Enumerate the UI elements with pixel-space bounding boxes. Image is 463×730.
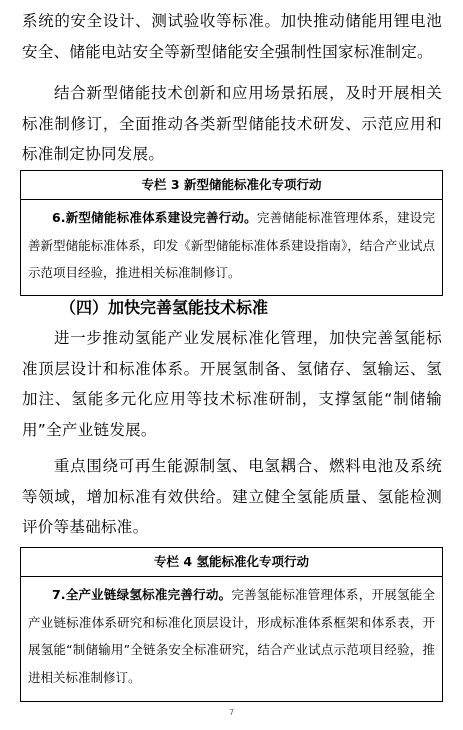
paragraph-text: 重点围绕可再生能源制氢、电氢耦合、燃料电池及系统等领域，增加标准有效供给。建立健全氢能质量、氢能检测评价等基础标准。 bbox=[22, 457, 442, 536]
column-box-3-lead: 6.新型储能标准体系建设完善行动。 bbox=[52, 210, 257, 225]
paragraph-hydrogen-standards bbox=[22, 323, 442, 445]
column-box-4-body bbox=[21, 577, 442, 691]
column-box-4-title: 专栏 4 氢能标准化专项行动 bbox=[21, 548, 442, 577]
paragraph-storage-safety bbox=[22, 6, 442, 67]
paragraph-storage-innovation bbox=[22, 78, 442, 170]
paragraph-text: 结合新型储能技术创新和应用场景拓展，及时开展相关标准制修订，全面推动各类新型储能技术研发、示范应用和标准制定协同发展。 bbox=[22, 84, 442, 163]
column-box-3-title: 专栏 3 新型储能标准化专项行动 bbox=[21, 171, 442, 200]
section-heading-hydrogen: （四）加快完善氢能技术标准 bbox=[60, 298, 269, 317]
column-box-3-text: 完善储能标准管理体系，建设完善新型储能标准体系，印发《新型储能标准体系建设指南》，结合产业试点示范项目经验，推进相关标准制修订。 bbox=[28, 210, 435, 280]
column-box-4-text: 完善氢能标准管理体系，开展氢能全产业链标准体系研究和标准化顶层设计，形成标准体系框架和体系表，开展氢能“制储输用”全链条安全标准研究，结合产业试点示范项目经验，推进相关标准制修订。 bbox=[28, 587, 435, 685]
column-box-3-body bbox=[21, 200, 442, 287]
column-box-4-lead: 7.全产业链绿氢标准完善行动。 bbox=[52, 587, 232, 602]
paragraph-hydrogen-focus bbox=[22, 451, 442, 543]
column-box-4 bbox=[20, 547, 443, 702]
paragraph-text: 系统的安全设计、测试验收等标准。加快推动储能用锂电池安全、储能电站安全等新型储能安全强制性国家标准制定。 bbox=[22, 12, 442, 61]
column-box-3 bbox=[20, 170, 443, 296]
paragraph-text: 进一步推动氢能产业发展标准化管理，加快完善氢能标准顶层设计和标准体系。开展氢制备、氢储存、氢输运、氢加注、氢能多元化应用等技术标准研制，支撑氢能“制储输用”全产业链发展。 bbox=[22, 329, 442, 439]
page-number: 7 bbox=[228, 708, 235, 717]
